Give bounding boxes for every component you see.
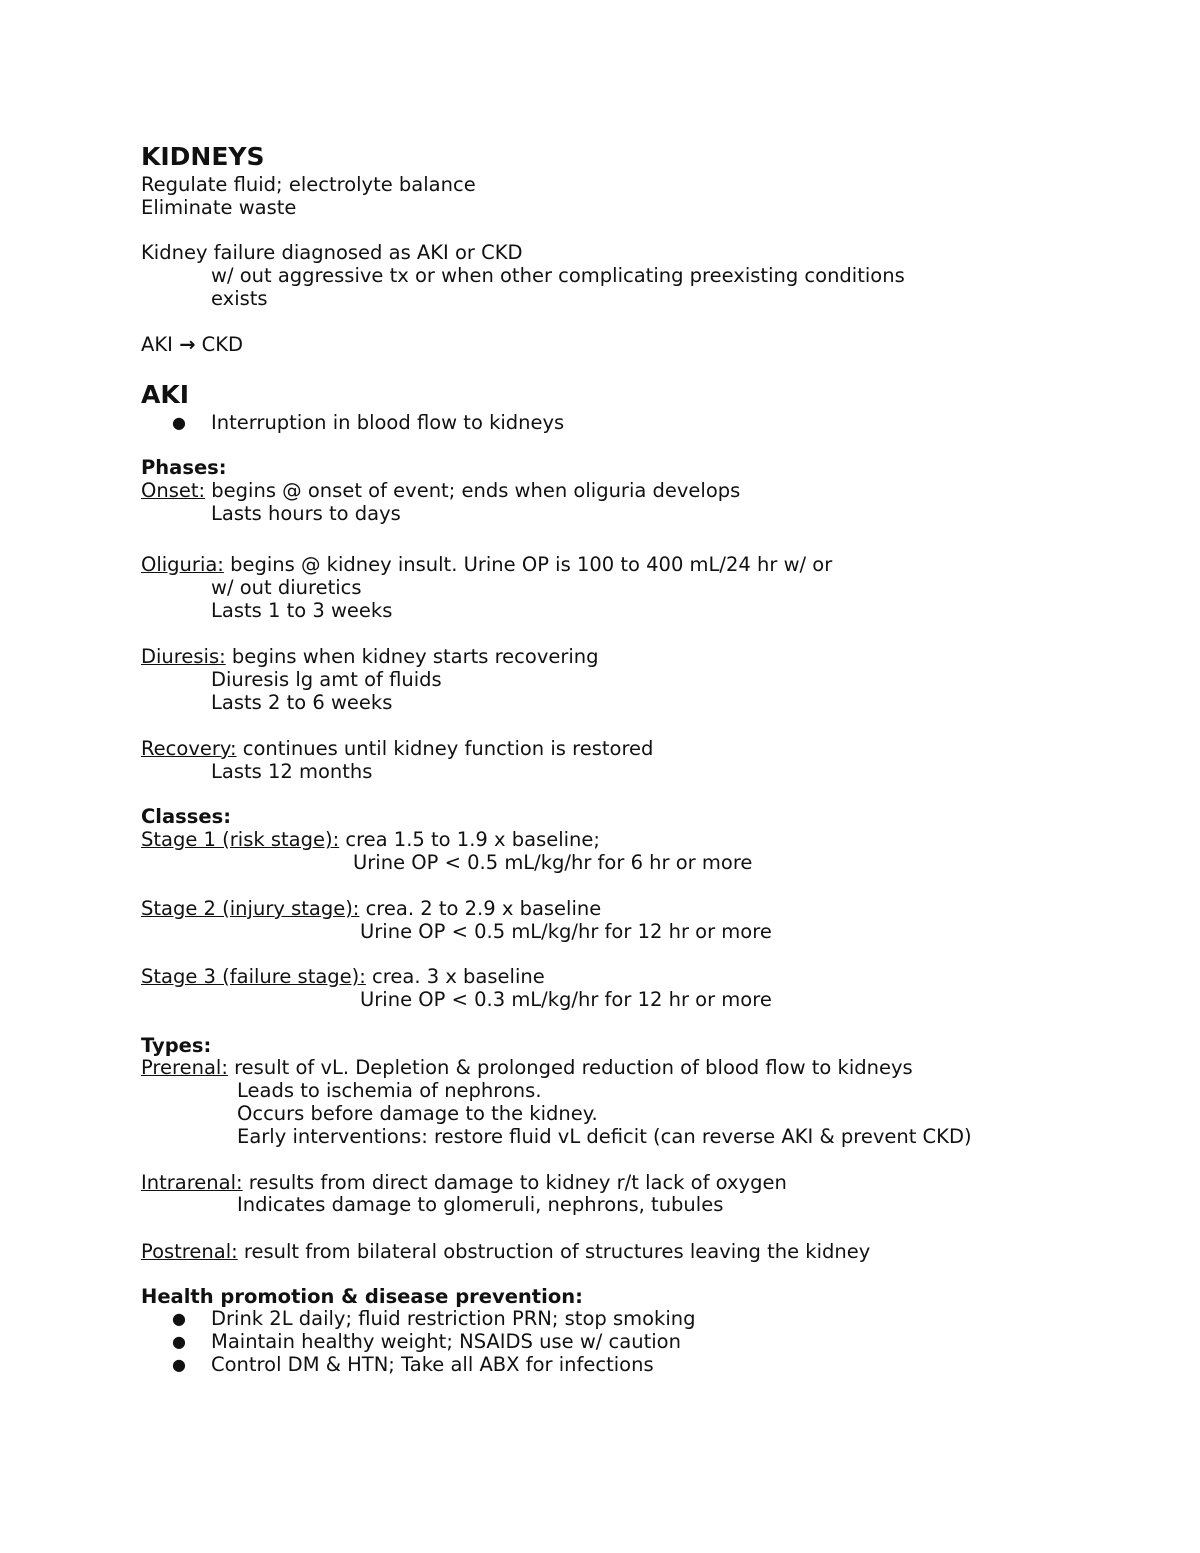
bullet-icon: ●: [172, 1309, 186, 1328]
type-text: result of vL. Depletion & prolonged reduction of blood flow to kidneys: [227, 1056, 913, 1079]
phase-oliguria: [141, 553, 832, 576]
type-label: Intrarenal:: [141, 1171, 243, 1194]
phase-text: continues until kidney function is restored: [236, 737, 654, 760]
aki-text: AKI: [141, 333, 173, 356]
phase-detail: Lasts 2 to 6 weeks: [211, 691, 393, 714]
phase-detail: Diuresis lg amt of fluids: [211, 668, 442, 691]
list-item: Interruption in blood flow to kidneys: [211, 411, 565, 434]
aki-heading: AKI: [141, 380, 190, 409]
type-label: Postrenal:: [141, 1240, 238, 1263]
intro-line: Regulate fluid; electrolyte balance: [141, 173, 476, 196]
bullet-icon: ●: [172, 413, 186, 432]
type-detail: Leads to ischemia of nephrons.: [237, 1079, 542, 1102]
class-detail: Urine OP < 0.5 mL/kg/hr for 6 hr or more: [353, 851, 753, 874]
phase-text: begins @ onset of event; ends when oliguria develops: [205, 479, 741, 502]
class-stage-1: [141, 828, 600, 851]
type-detail: Occurs before damage to the kidney.: [237, 1102, 598, 1125]
ckd-text: CKD: [201, 333, 244, 356]
class-text: crea. 3 x baseline: [365, 965, 545, 988]
phase-onset: [141, 479, 740, 502]
phase-detail: Lasts hours to days: [211, 502, 401, 525]
class-label: Stage 3 (failure stage):: [141, 965, 366, 988]
class-stage-3: [141, 965, 545, 988]
type-intrarenal: [141, 1171, 787, 1194]
type-label: Prerenal:: [141, 1056, 228, 1079]
types-heading: Types:: [141, 1034, 212, 1057]
phase-label: Oliguria:: [141, 553, 224, 576]
phase-recovery: [141, 737, 653, 760]
arrow-icon: →: [179, 333, 196, 356]
health-heading: Health promotion & disease prevention:: [141, 1285, 583, 1308]
phase-detail: Lasts 1 to 3 weeks: [211, 599, 393, 622]
aki-ckd-line: [141, 333, 243, 356]
phase-diuresis: [141, 645, 599, 668]
list-item: Drink 2L daily; fluid restriction PRN; stop smoking: [211, 1307, 696, 1330]
intro-line: w/ out aggressive tx or when other complicating preexisting conditions: [211, 264, 905, 287]
page-title: KIDNEYS: [141, 142, 265, 171]
class-detail: Urine OP < 0.3 mL/kg/hr for 12 hr or more: [360, 988, 772, 1011]
phase-label: Recovery:: [141, 737, 237, 760]
class-label: Stage 1 (risk stage):: [141, 828, 340, 851]
type-text: results from direct damage to kidney r/t lack of oxygen: [242, 1171, 787, 1194]
intro-line: exists: [211, 287, 268, 310]
class-text: crea. 2 to 2.9 x baseline: [359, 897, 602, 920]
phases-heading: Phases:: [141, 456, 227, 479]
list-item: Maintain healthy weight; NSAIDS use w/ caution: [211, 1330, 681, 1353]
class-detail: Urine OP < 0.5 mL/kg/hr for 12 hr or more: [360, 920, 772, 943]
class-text: crea 1.5 to 1.9 x baseline;: [339, 828, 600, 851]
type-detail: Indicates damage to glomeruli, nephrons, tubules: [237, 1193, 724, 1216]
phase-label: Onset:: [141, 479, 206, 502]
phase-text: begins @ kidney insult. Urine OP is 100 to 400 mL/24 hr w/ or: [223, 553, 833, 576]
intro-line: Kidney failure diagnosed as AKI or CKD: [141, 241, 523, 264]
intro-line: Eliminate waste: [141, 196, 297, 219]
phase-text: begins when kidney starts recovering: [225, 645, 599, 668]
class-label: Stage 2 (injury stage):: [141, 897, 360, 920]
type-postrenal: [141, 1240, 870, 1263]
phase-detail: Lasts 12 months: [211, 760, 373, 783]
list-item: Control DM & HTN; Take all ABX for infections: [211, 1353, 654, 1376]
bullet-icon: ●: [172, 1332, 186, 1351]
type-detail: Early interventions: restore fluid vL deficit (can reverse AKI & prevent CKD): [237, 1125, 972, 1148]
type-prerenal: [141, 1056, 913, 1079]
phase-label: Diuresis:: [141, 645, 226, 668]
bullet-icon: ●: [172, 1355, 186, 1374]
phase-detail: w/ out diuretics: [211, 576, 362, 599]
class-stage-2: [141, 897, 601, 920]
type-text: result from bilateral obstruction of structures leaving the kidney: [237, 1240, 871, 1263]
classes-heading: Classes:: [141, 805, 231, 828]
